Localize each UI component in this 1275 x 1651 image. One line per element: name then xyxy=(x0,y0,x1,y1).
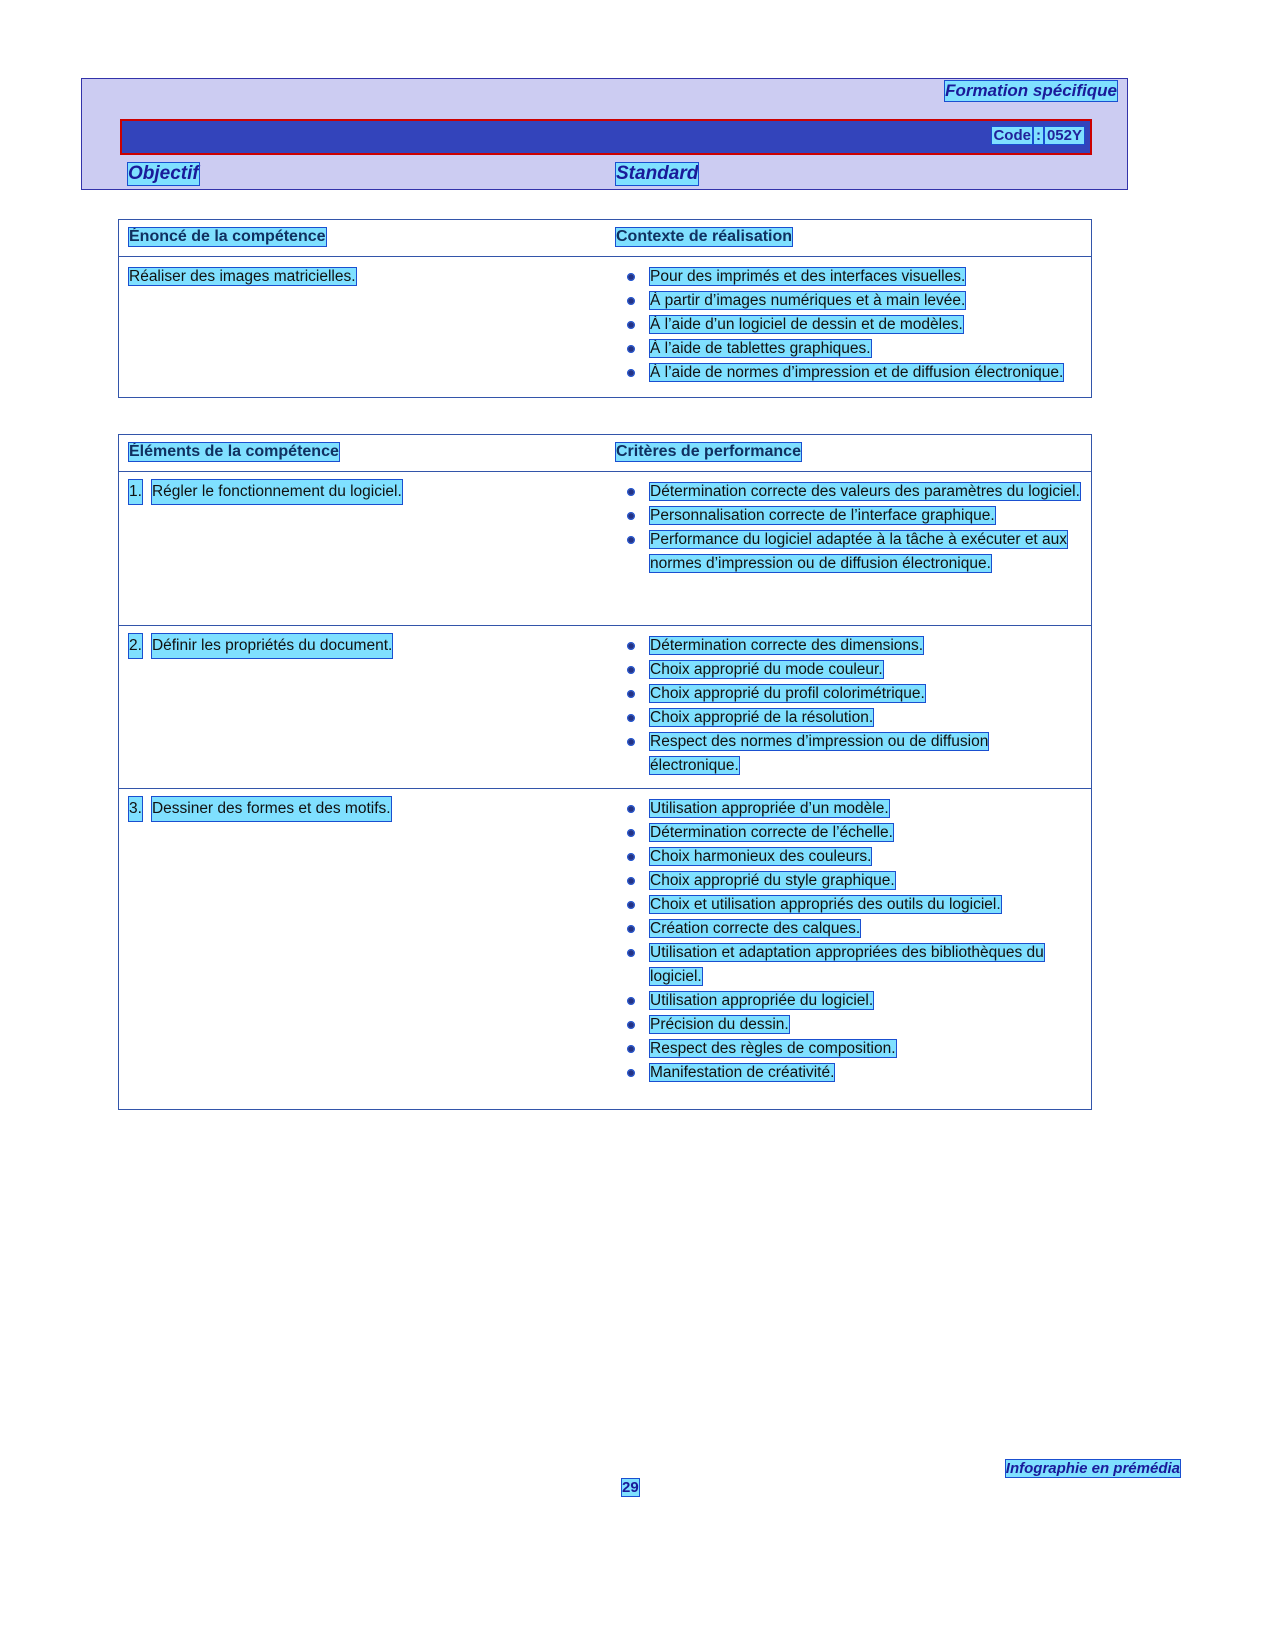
list-item xyxy=(616,313,1081,337)
list-item-label: À l’aide d’un logiciel de dessin et de modèles. xyxy=(650,316,963,333)
page-number: 29 xyxy=(622,1479,639,1496)
list-item xyxy=(616,337,1081,361)
list-item-label: Détermination correcte des dimensions. xyxy=(650,637,924,654)
list-item-label: Respect des normes d’impression ou de diffusion électronique. xyxy=(650,733,989,774)
list-item xyxy=(616,730,1081,778)
competence-statement: Réaliser des images matricielles. xyxy=(129,268,356,285)
list-item xyxy=(616,289,1081,313)
code-bar xyxy=(120,119,1092,155)
competence-header-right: Contexte de réalisation xyxy=(616,228,793,245)
footer-program-label: Infographie en prémédia xyxy=(1005,1460,1180,1477)
element-numbered xyxy=(129,480,610,504)
code-group xyxy=(992,127,1084,144)
bullet-icon xyxy=(628,739,634,745)
code-label: Code xyxy=(993,127,1031,144)
bullet-icon xyxy=(628,322,634,328)
bullet-icon xyxy=(628,830,634,836)
competence-statement-cell xyxy=(119,257,616,397)
list-item xyxy=(616,1013,1081,1037)
bullet-icon xyxy=(628,298,634,304)
header-block xyxy=(81,78,1128,190)
element-number: 1. xyxy=(129,480,142,504)
elements-table xyxy=(118,434,1092,1110)
bullet-icon xyxy=(628,1070,634,1076)
list-item xyxy=(616,893,1081,917)
element-label: Régler le fonctionnement du logiciel. xyxy=(152,480,402,504)
table-row xyxy=(119,257,1091,397)
list-item xyxy=(616,797,1081,821)
list-item-label: Détermination correcte des valeurs des paramètres du logiciel. xyxy=(650,483,1080,500)
element-cell xyxy=(119,626,616,788)
criteria-cell xyxy=(616,626,1091,788)
list-item-label: Utilisation et adaptation appropriées des bibliothèques du logiciel. xyxy=(650,944,1044,985)
bullet-icon xyxy=(628,806,634,812)
code-colon: : xyxy=(1035,127,1041,144)
element-label: Dessiner des formes et des motifs. xyxy=(152,797,391,821)
list-item-label: Utilisation appropriée du logiciel. xyxy=(650,992,874,1009)
list-item-label: Pour des imprimés et des interfaces visuelles. xyxy=(650,268,966,285)
formation-label: Formation spécifique xyxy=(945,81,1117,100)
list-item xyxy=(616,917,1081,941)
list-item-label: Choix approprié du mode couleur. xyxy=(650,661,883,678)
criteria-list xyxy=(616,634,1081,778)
table-row xyxy=(119,789,1091,1109)
list-item xyxy=(616,845,1081,869)
bullet-icon xyxy=(628,691,634,697)
bullet-icon xyxy=(628,489,634,495)
list-item-label: Personnalisation correcte de l’interface graphique. xyxy=(650,507,995,524)
list-item xyxy=(616,682,1081,706)
bullet-icon xyxy=(628,643,634,649)
element-numbered xyxy=(129,797,610,821)
bullet-icon xyxy=(628,667,634,673)
bullet-icon xyxy=(628,1022,634,1028)
list-item-label: Utilisation appropriée d’un modèle. xyxy=(650,800,889,817)
elements-header-left: Éléments de la compétence xyxy=(129,443,339,460)
list-item-label: Performance du logiciel adaptée à la tâche à exécuter et aux normes d’impression ou de diffusion électronique. xyxy=(650,531,1068,572)
list-item xyxy=(616,361,1081,385)
objectif-heading: Objectif xyxy=(128,163,199,184)
list-item-label: Choix approprié de la résolution. xyxy=(650,709,874,726)
bullet-icon xyxy=(628,878,634,884)
bullet-icon xyxy=(628,854,634,860)
table-row xyxy=(119,626,1091,789)
element-number: 2. xyxy=(129,634,142,658)
element-label: Définir les propriétés du document. xyxy=(152,634,392,658)
list-item xyxy=(616,869,1081,893)
bullet-icon xyxy=(628,537,634,543)
list-item-label: Choix harmonieux des couleurs. xyxy=(650,848,872,865)
list-item xyxy=(616,658,1081,682)
list-item-label: À l’aide de tablettes graphiques. xyxy=(650,340,871,357)
list-item xyxy=(616,1061,1081,1085)
list-item-label: À partir d’images numériques et à main levée. xyxy=(650,292,966,309)
competence-table xyxy=(118,219,1092,398)
element-cell xyxy=(119,789,616,1109)
bullet-icon xyxy=(628,346,634,352)
list-item xyxy=(616,504,1081,528)
criteria-cell xyxy=(616,472,1091,625)
bullet-icon xyxy=(628,998,634,1004)
list-item xyxy=(616,528,1081,576)
competence-context-cell xyxy=(616,257,1091,397)
list-item xyxy=(616,480,1081,504)
list-item-label: Détermination correcte de l’échelle. xyxy=(650,824,893,841)
list-item xyxy=(616,821,1081,845)
elements-header-right: Critères de performance xyxy=(616,443,801,460)
list-item xyxy=(616,706,1081,730)
bullet-icon xyxy=(628,370,634,376)
list-item xyxy=(616,1037,1081,1061)
bullet-icon xyxy=(628,902,634,908)
criteria-cell xyxy=(616,789,1091,1109)
element-numbered xyxy=(129,634,610,658)
list-item-label: Création correcte des calques. xyxy=(650,920,861,937)
bullet-icon xyxy=(628,513,634,519)
element-cell xyxy=(119,472,616,625)
list-item xyxy=(616,634,1081,658)
list-item-label: Choix et utilisation appropriés des outils du logiciel. xyxy=(650,896,1001,913)
standard-heading: Standard xyxy=(616,163,699,184)
element-number: 3. xyxy=(129,797,142,821)
list-item-label: À l’aide de normes d’impression et de diffusion électronique. xyxy=(650,364,1064,381)
bullet-icon xyxy=(628,950,634,956)
list-item xyxy=(616,989,1081,1013)
competence-table-header xyxy=(119,220,1091,257)
bullet-icon xyxy=(628,926,634,932)
list-item-label: Précision du dessin. xyxy=(650,1016,789,1033)
list-item xyxy=(616,941,1081,989)
list-item-label: Respect des règles de composition. xyxy=(650,1040,896,1057)
table-row xyxy=(119,472,1091,626)
criteria-list xyxy=(616,480,1081,576)
bullet-icon xyxy=(628,715,634,721)
list-item-label: Choix approprié du style graphique. xyxy=(650,872,895,889)
elements-table-header xyxy=(119,435,1091,472)
code-value: 052Y xyxy=(1046,127,1082,144)
list-item xyxy=(616,265,1081,289)
bullet-icon xyxy=(628,274,634,280)
list-item-label: Choix approprié du profil colorimétrique. xyxy=(650,685,925,702)
criteria-list xyxy=(616,797,1081,1085)
competence-header-left: Énoncé de la compétence xyxy=(129,228,326,245)
context-list xyxy=(616,265,1081,385)
bullet-icon xyxy=(628,1046,634,1052)
list-item-label: Manifestation de créativité. xyxy=(650,1064,835,1081)
